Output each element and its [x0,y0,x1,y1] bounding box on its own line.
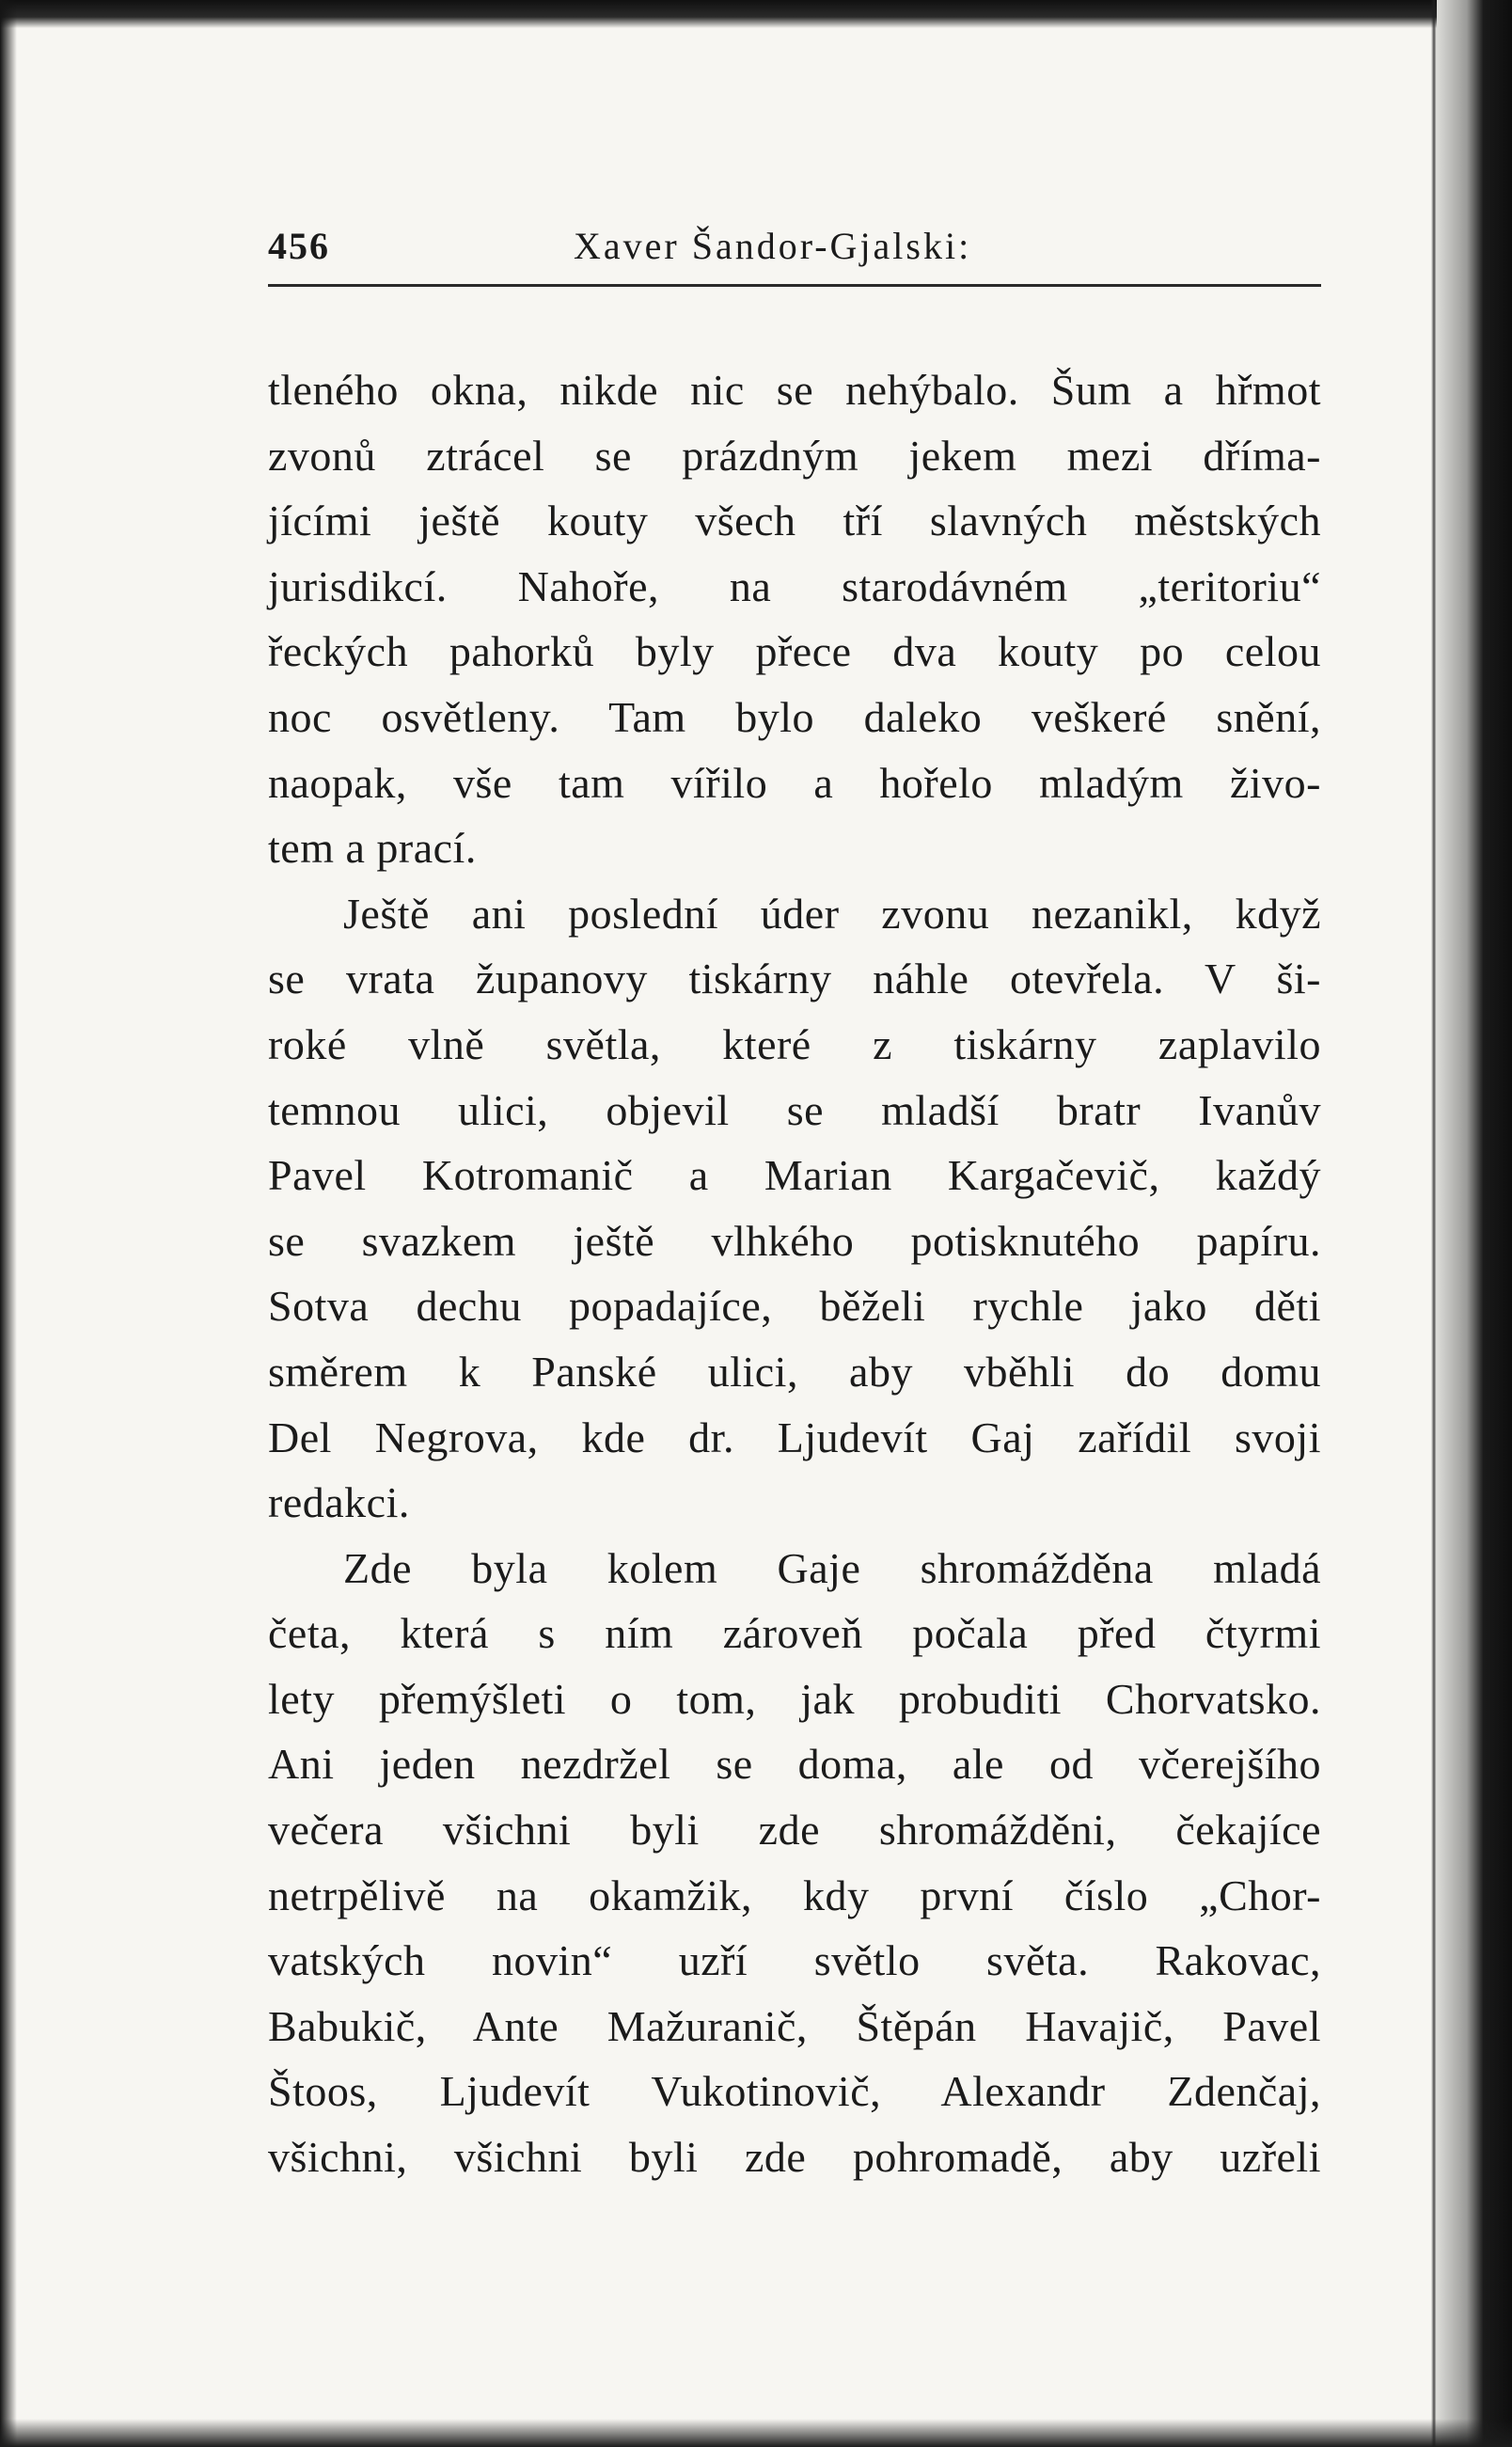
text-line: tleného okna, nikde nic se nehýbalo. Šum a hřmot [268,366,1321,414]
header-rule [268,284,1321,287]
page-number: 456 [268,225,330,267]
text-line: tem a prací. [268,824,477,873]
text-line: vatských novin“ uzří světlo světa. Rakovac, [268,1936,1321,1985]
text-line: Štoos, Ljudevít Vukotinovič, Alexandr Zdenčaj, [268,2067,1321,2116]
text-line: noc osvětleny. Tam bylo daleko veškeré snění, [268,692,1321,741]
text-line: redakci. [268,1478,410,1527]
body-text [268,357,1321,2190]
text-line: zvonů ztrácel se prázdným jekem mezi dříma- [268,431,1321,480]
text-line: roké vlně světla, které z tiskárny zaplavilo [268,1019,1321,1068]
scan-edge-right [1437,0,1512,2447]
text-line: temnou ulici, objevil se mladší bratr Ivanův [268,1085,1321,1134]
scan-edge-top [0,0,1512,28]
text-line: řeckých pahorků byly přece dva kouty po celou [268,627,1321,676]
scan-edge-left [0,0,17,2447]
text-line: Sotva dechu popadajíce, běželi rychle jako děti [268,1282,1321,1331]
text-line: Pavel Kotromanič a Marian Kargačevič, každý [268,1151,1321,1200]
text-line: se svazkem ještě vlhkého potisknutého papíru. [268,1216,1321,1265]
scan-edge-bottom [0,2419,1512,2447]
text-line: netrpělivě na okamžik, kdy první číslo „Chor- [268,1871,1321,1919]
text-line: Zde byla kolem Gaje shromážděna mladá [343,1543,1321,1592]
text-line: lety přemýšleti o tom, jak probuditi Chorvatsko. [268,1674,1321,1723]
text-line: směrem k Panské ulici, aby vběhli do domu [268,1347,1321,1396]
text-line: jícími ještě kouty všech tří slavných městských [268,497,1321,545]
running-head: Xaver Šandor-Gjalski: [574,225,972,267]
text-line: večera všichni byli zde shromážděni, čekajíce [268,1806,1321,1855]
page-header [268,224,1321,273]
text-line: Del Negrova, kde dr. Ljudevít Gaj zařídil svoji [268,1413,1321,1461]
text-line: naopak, vše tam vířilo a hořelo mladým živo- [268,758,1321,807]
text-line: Babukič, Ante Mažuranič, Štěpán Havajič, Pavel [268,2001,1321,2050]
text-line: jurisdikcí. Nahoře, na starodávném „teritoriu“ [268,561,1321,610]
text-line: všichni, všichni byli zde pohromadě, aby uzřeli [268,2133,1321,2182]
text-line: Ještě ani poslední úder zvonu nezanikl, když [343,889,1321,938]
text-line: četa, která s ním zároveň počala před čtyrmi [268,1609,1321,1658]
text-line: Ani jeden nezdržel se doma, ale od včerejšího [268,1740,1321,1789]
text-line: se vrata županovy tiskárny náhle otevřela. V ši- [268,955,1321,1003]
